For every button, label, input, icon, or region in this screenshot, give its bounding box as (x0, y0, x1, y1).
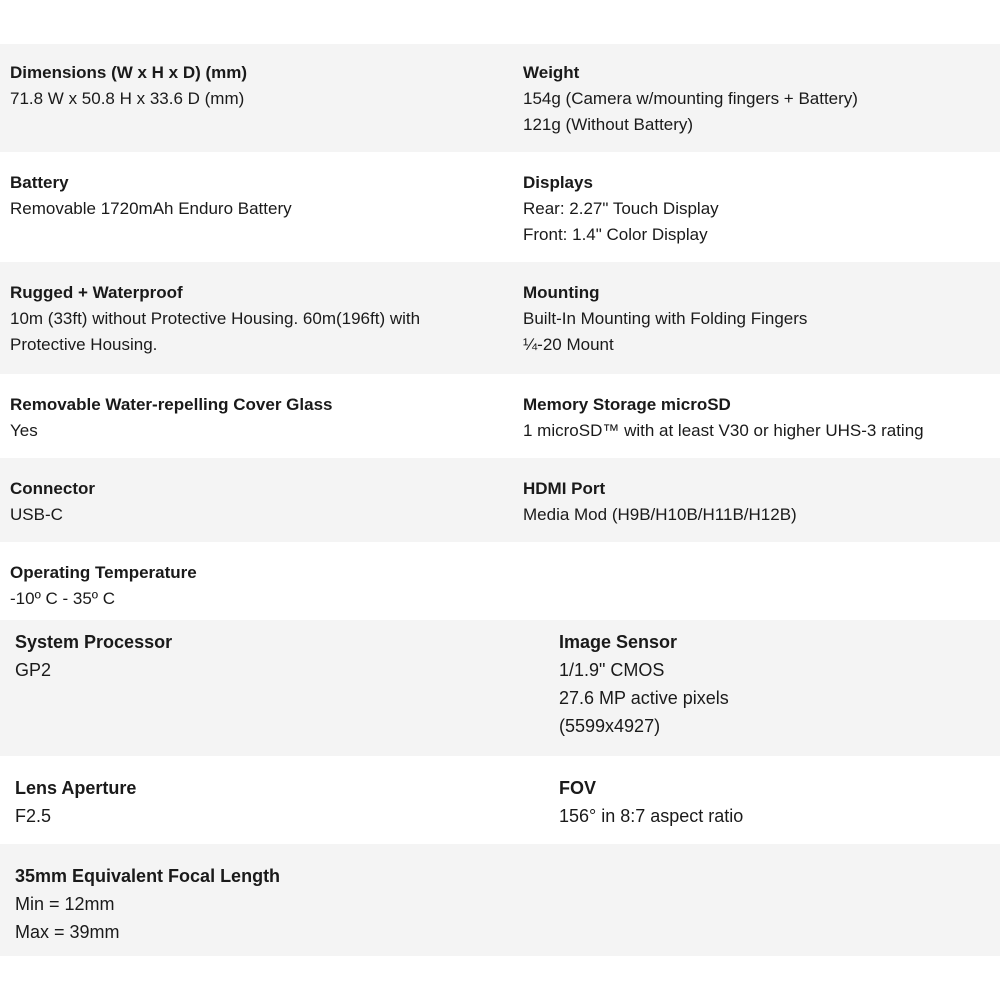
spec-value: -10º C - 35º C (10, 589, 116, 608)
spec-value: Media Mod (H9B/H10B/H11B/H12B) (523, 505, 797, 524)
spec-operating-temperature (10, 560, 197, 612)
spec-title: Image Sensor (559, 632, 678, 652)
spec-value: 27.6 MP active pixels (559, 688, 729, 708)
spec-row (0, 44, 1000, 152)
spec-image-sensor (559, 628, 729, 740)
spec-connector (10, 476, 95, 528)
spec-value: Removable 1720mAh Enduro Battery (10, 199, 292, 218)
spec-system-processor (15, 628, 172, 684)
spec-rugged-waterproof (10, 280, 420, 358)
spec-value: 156° in 8:7 aspect ratio (559, 806, 744, 826)
spec-displays (523, 170, 719, 248)
spec-dimensions (10, 60, 247, 112)
spec-row (0, 262, 1000, 374)
spec-row (0, 756, 1000, 844)
spec-focal-length (15, 862, 280, 946)
spec-row (0, 620, 1000, 756)
spec-title: System Processor (15, 632, 173, 652)
spec-title: Dimensions (W x H x D) (mm) (10, 63, 248, 82)
spec-weight (523, 60, 858, 138)
spec-lens-aperture (15, 774, 136, 830)
spec-row (0, 542, 1000, 620)
spec-title: Displays (523, 173, 593, 192)
spec-value: 10m (33ft) without Protective Housing. 60m(196ft) with (10, 309, 421, 328)
spec-value: Built-In Mounting with Folding Fingers (523, 309, 808, 328)
spec-title: Battery (10, 173, 69, 192)
spec-mounting (523, 280, 807, 358)
spec-hdmi-port (523, 476, 797, 528)
spec-value: Min = 12mm (15, 894, 115, 914)
spec-title: Memory Storage microSD (523, 395, 731, 414)
spec-value: 1/1.9" CMOS (559, 660, 665, 680)
spec-value: 121g (Without Battery) (523, 115, 694, 134)
spec-value: ¼-20 Mount (523, 335, 614, 354)
spec-title: Rugged + Waterproof (10, 283, 183, 302)
spec-title: HDMI Port (523, 479, 606, 498)
spec-cover-glass (10, 392, 332, 444)
spec-title: Weight (523, 63, 580, 82)
spec-memory-storage (523, 392, 924, 444)
spec-title: FOV (559, 778, 597, 798)
spec-row (0, 374, 1000, 458)
spec-value: 1 microSD™ with at least V30 or higher UHS-3 rating (523, 421, 924, 440)
spec-battery (10, 170, 292, 222)
spec-title: Operating Temperature (10, 563, 197, 582)
spec-value: Max = 39mm (15, 922, 120, 942)
spec-row (0, 844, 1000, 956)
spec-value: Rear: 2.27" Touch Display (523, 199, 719, 218)
spec-value: F2.5 (15, 806, 52, 826)
spec-row (0, 458, 1000, 542)
spec-title: Lens Aperture (15, 778, 137, 798)
spec-value: USB-C (10, 505, 63, 524)
spec-title: Mounting (523, 283, 600, 302)
spec-value: (5599x4927) (559, 716, 661, 736)
spec-title: Connector (10, 479, 95, 498)
spec-fov (559, 774, 743, 830)
spec-row (0, 152, 1000, 262)
spec-value: Yes (10, 421, 38, 440)
spec-value: GP2 (15, 660, 52, 680)
spec-title: 35mm Equivalent Focal Length (15, 866, 281, 886)
spec-value: Front: 1.4" Color Display (523, 225, 708, 244)
spec-value: 154g (Camera w/mounting fingers + Battery) (523, 89, 858, 108)
spec-value: Protective Housing. (10, 335, 158, 354)
spec-value: 71.8 W x 50.8 H x 33.6 D (mm) (10, 89, 245, 108)
spec-title: Removable Water-repelling Cover Glass (10, 395, 333, 414)
